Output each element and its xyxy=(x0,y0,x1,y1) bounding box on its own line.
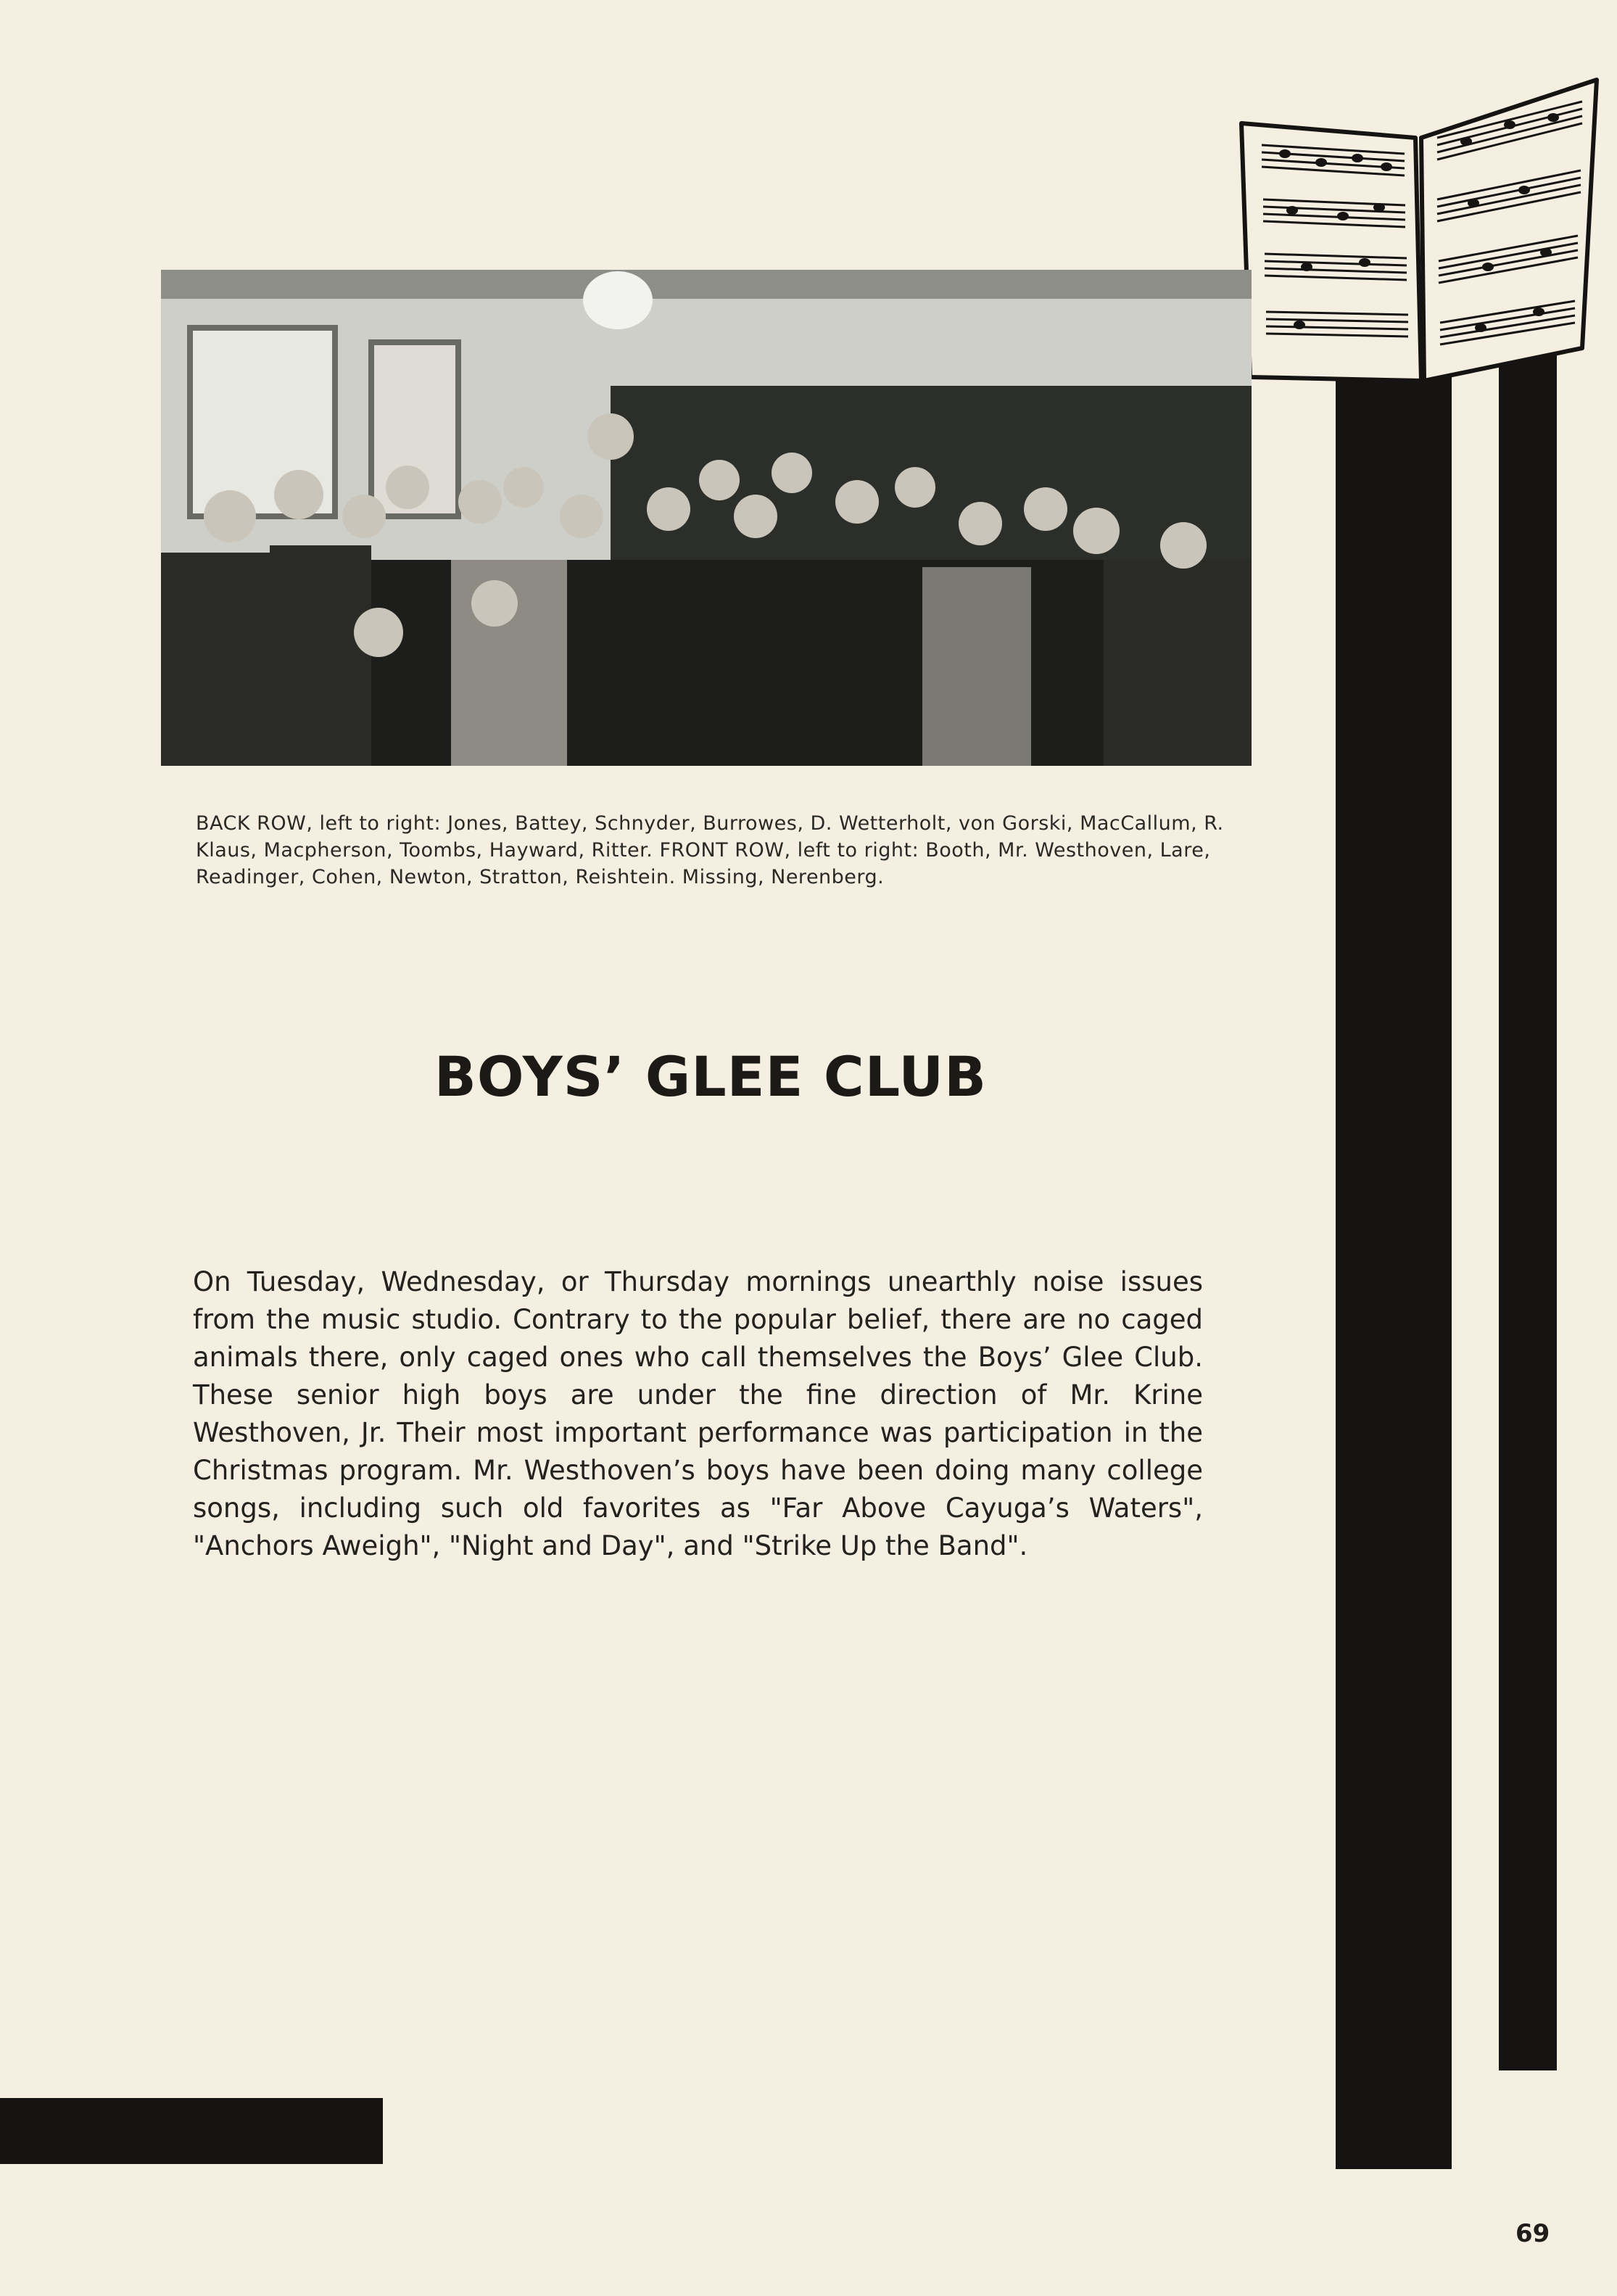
decorative-bar-right xyxy=(1499,328,1557,2070)
group-photo xyxy=(161,270,1252,766)
decorative-bar-bottom xyxy=(0,2098,383,2164)
music-book-illustration xyxy=(1234,73,1608,406)
decorative-bar-left xyxy=(1336,323,1452,2169)
body-paragraph: On Tuesday, Wednesday, or Thursday mornings unearthly noise issues from the music studio. Contrary to the popular belief, there are no caged animals there, only caged ones who call themselves the Boys’ Glee Club. These senior high boys are under the fine direction of Mr. Krine Westhoven, Jr. Their most important performance was participation in the Christmas program. Mr. Westhoven’s boys have been doing many college songs, including such old favorites as "Far Above Cayuga’s Waters", "Anchors Aweigh", "Night and Day", and "Strike Up the Band". xyxy=(193,1266,1203,1561)
page-title: BOYS’ GLEE CLUB xyxy=(434,1044,988,1109)
page-number: 69 xyxy=(1515,2219,1550,2248)
photo-caption: BACK ROW, left to right: Jones, Battey, Schnyder, Burrowes, D. Wetterholt, von Gorski, MacCallum, R. Klaus, Macpherson, Toombs, Hayward, Ritter. FRONT ROW, left to right: Booth, Mr. Westhoven, Lare, Readinger, Cohen, Newton, Stratton, Reishtein. Missing, Nerenberg. xyxy=(196,812,1224,888)
